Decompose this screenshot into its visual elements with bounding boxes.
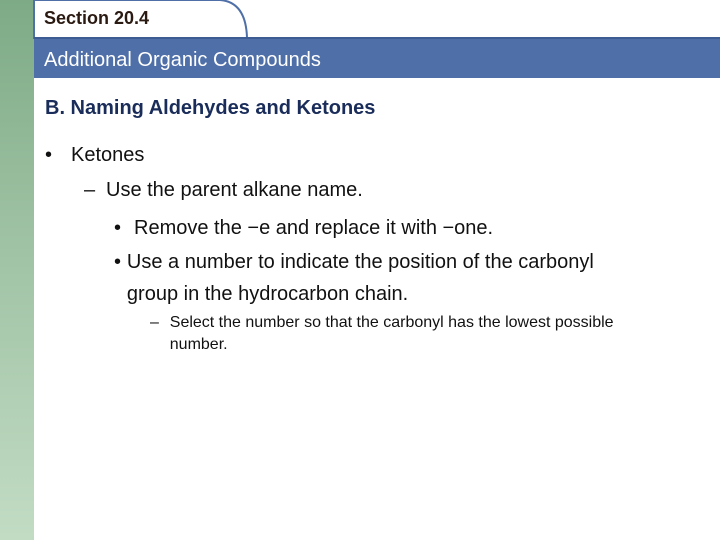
dash-marker: – [150,314,159,331]
bullet-lowest-number [150,312,670,356]
bullet-marker: • [114,251,122,273]
bullet-ketones [45,142,144,168]
bullet-text: Remove the −e and replace it with −one. [134,217,494,239]
bullet-marker: • [114,217,122,239]
bullet-text: Use a number to indicate the position of the carbonyl group in the hydrocarbon chain. [126,251,594,305]
bullet-text: Select the number so that the carbonyl has the lowest possible number. [169,314,614,353]
slide-title: Additional Organic Compounds [44,49,321,71]
bullet-remove-e [114,212,493,244]
bullet-use-number [114,246,614,310]
section-label: Section 20.4 [44,8,150,28]
slide-subtitle: B. Naming Aldehydes and Ketones [45,97,376,119]
dash-marker: – [84,179,96,201]
bullet-marker: • [45,144,53,166]
left-decor-stripe [0,0,34,540]
title-bar [34,37,720,78]
bullet-parent-alkane [84,177,363,203]
bullet-text: Ketones [71,144,145,166]
bullet-text: Use the parent alkane name. [106,179,363,201]
